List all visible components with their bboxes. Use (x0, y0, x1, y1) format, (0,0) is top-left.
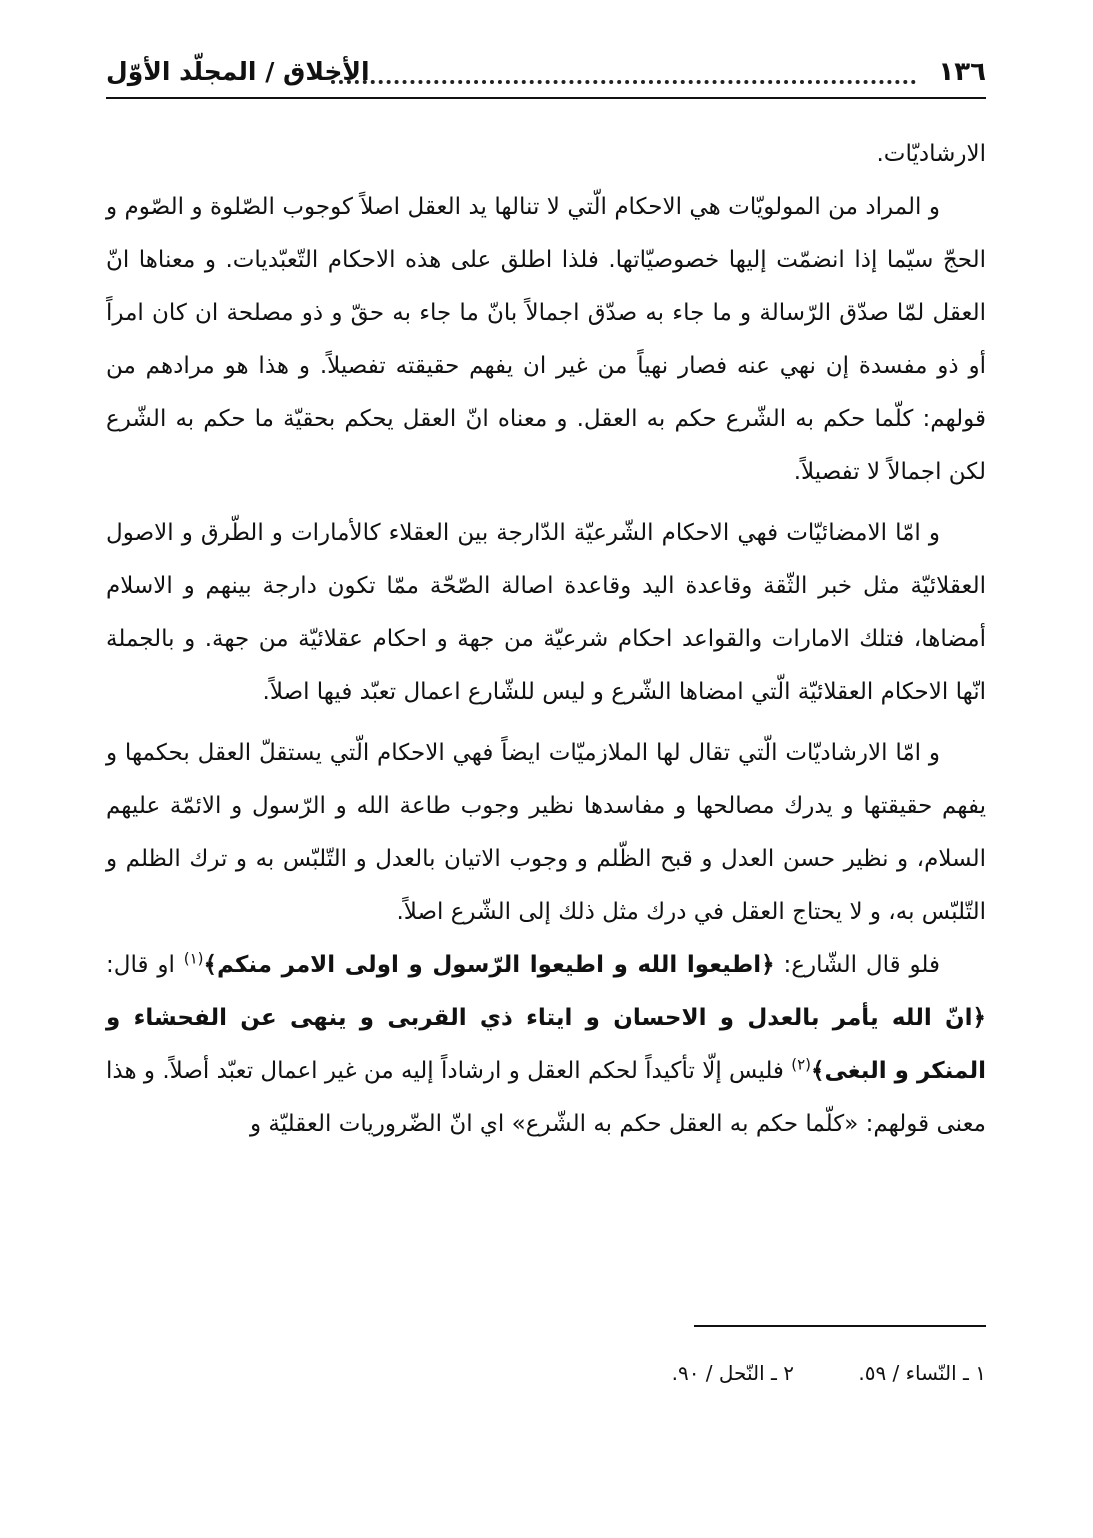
footnote-marker-2: (٢) (791, 1055, 812, 1074)
footnotes (614, 1356, 986, 1390)
paragraph-5-rest: فليس إلّا تأكيداً لحكم العقل و ارشاداً إليه من غير اعمال تعبّد أصلاً. و هذا معنى قولهم: «كلّما حكم به العقل حكم به الشّرع» اي انّ الضّروريات العقليّة و (106, 1058, 986, 1137)
footnote-rule (694, 1325, 986, 1327)
paragraph-4: و امّا الارشاديّات الّتي تقال لها الملازميّات ايضاً فهي الاحكام الّتي يستقلّ العقل بحكمها و يفهم حقيقتها و يدرك مصالحها و مفاسدها نظير وجوب طاعة الله و الرّسول و الائمّة عليهم السلام، و نظير حسن العدل و قبح الظّلم و وجوب الاتيان بالعدل و التّلبّس به و ترك الظلم و التّلبّس به، و لا يحتاج العقل في درك مثل ذلك إلى الشّرع اصلاً. (106, 740, 986, 925)
quran-quote-2: ﴿انّ الله يأمر بالعدل و الاحسان و ايتاء ذي القربى و ينهى عن الفحشاء و المنكر و البغى﴾ (106, 1005, 986, 1084)
paragraph-5 (106, 939, 986, 1151)
paragraph-2: و المراد من المولويّات هي الاحكام الّتي لا تنالها يد العقل اصلاً كوجوب الصّلوة و الصّوم و الحجّ سيّما إذا انضمّت إليها خصوصيّاتها. فلذا اطلق على هذه الاحكام التّعبّديات. و معناها انّ العقل لمّا صدّق الرّسالة و ما جاء به صدّق اجمالاً بانّ ما جاء به حقّ و ذو مصلحة ان كان امراً أو ذو مفسدة إن نهي عنه فصار نهياً من غير ان يفهم حقيقته تفصيلاً. و هذا هو مرادهم من قولهم: كلّما حكم به الشّرع حكم به العقل. و معناه انّ العقل يحكم بحقيّة ما حكم به الشّرع لكن اجمالاً لا تفصيلاً. (106, 194, 986, 485)
running-title: الأخلاق / المجلّد الأوّل (106, 57, 370, 86)
header-dot-leader (331, 58, 916, 84)
header-rule (106, 97, 986, 99)
paragraph-3: و امّا الامضائيّات فهي الاحكام الشّرعيّة الدّارجة بين العقلاء كالأمارات و الطّرق و الاصول العقلائيّة مثل خبر الثّقة وقاعدة اليد وقاعدة اصالة الصّحّة ممّا تكون دارجة بينهم و الاسلام أمضاها، فتلك الامارات والقواعد احكام شرعيّة من جهة و احكام عقلائيّة من جهة. و بالجملة انّها الاحكام العقلائيّة الّتي امضاها الشّرع و ليس للشّارع اعمال تعبّد فيها اصلاً. (106, 520, 986, 705)
page-number: ١٣٦ (938, 57, 986, 87)
paragraph-5-intro: فلو قال الشّارع: (774, 952, 940, 978)
main-text (106, 128, 986, 1151)
running-header (106, 52, 986, 92)
paragraph-1: الارشاديّات. (876, 141, 986, 167)
footnote-1: ١ ـ النّساء / ٥٩. (858, 1361, 986, 1385)
quran-quote-1: ﴿اطيعوا الله و اطيعوا الرّسول و اولى الامر منكم﴾ (203, 952, 775, 978)
footnote-2: ٢ ـ النّحل / ٩٠. (671, 1361, 794, 1385)
paragraph-5-mid: او قال: (106, 952, 184, 978)
footnote-marker-1: (١) (183, 949, 204, 968)
